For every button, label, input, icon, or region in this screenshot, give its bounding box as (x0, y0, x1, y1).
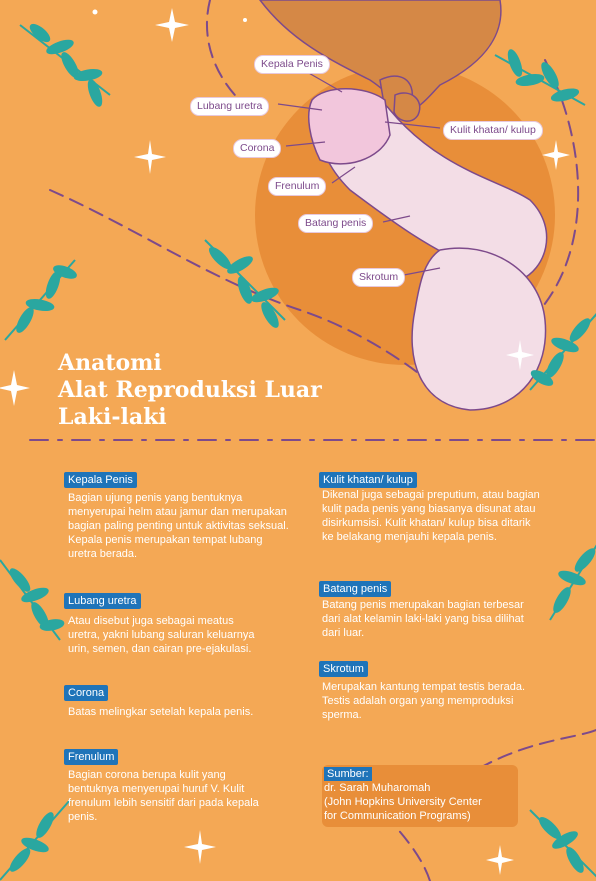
sparkle-6 (184, 830, 216, 864)
section-body-lubang-uretra: Atau disebut juga sebagai meatus uretra, yakni lubang saluran keluarnya urin, semen, dan cairan pre-ejakulasi. (68, 615, 255, 655)
sparkle-1 (155, 8, 189, 42)
section-body-kulit-khatan: Dikenal juga sebagai preputium, atau bagian kulit pada penis yang biasanya disunat atau disirkumsisi. Kulit khatan/ kulup bisa ditarik ke belakang menjauhi kepala penis. (322, 489, 540, 543)
leaf-cluster-left (5, 260, 78, 340)
section-body-batang-penis: Batang penis merupakan bagian terbesar dari alat kelamin laki-laki yang bisa dilihat dari luar. (322, 599, 524, 639)
diagram-label-batang-penis: Batang penis (298, 214, 373, 233)
section-heading-frenulum: Frenulum (64, 749, 118, 765)
leaf-cluster-bottom-left (0, 560, 65, 640)
source-line-2: (John Hopkins University Center (324, 796, 482, 808)
leaf-cluster-bottom-left-2 (0, 800, 70, 880)
section-body-frenulum: Bagian corona berupa kulit yang bentuknya menyerupai huruf V. Kulit frenulum lebih sensitif dari pada kepala penis. (68, 769, 259, 823)
section-body-skrotum: Merupakan kantung tempat testis berada. Testis adalah organ yang memproduksi sperma. (322, 681, 526, 721)
diagram-label-corona: Corona (233, 139, 281, 158)
finger-2 (394, 93, 420, 121)
section-heading-skrotum: Skrotum (319, 661, 368, 677)
sparkle-3 (0, 370, 30, 406)
diagram-label-kulit-khatan: Kulit khatan/ kulup (443, 121, 543, 140)
diagram-label-kepala-penis: Kepala Penis (254, 55, 330, 74)
dot-1 (93, 10, 98, 15)
section-body-corona: Batas melingkar setelah kepala penis. (68, 706, 254, 718)
diagram-label-frenulum: Frenulum (268, 177, 326, 196)
source-heading: Sumber: (324, 767, 372, 781)
leaf-cluster-bottom-right (550, 540, 596, 620)
section-heading-batang-penis: Batang penis (319, 581, 391, 597)
title-line-1: Anatomi (58, 350, 162, 376)
section-heading-kulit-khatan: Kulit khatan/ kulup (319, 472, 417, 488)
section-heading-corona: Corona (64, 685, 108, 701)
diagram-label-skrotum: Skrotum (352, 268, 405, 287)
title-line-3: Laki-laki (58, 404, 167, 430)
source-line-3: for Communication Programs) (324, 810, 471, 822)
diagram-label-lubang-uretra: Lubang uretra (190, 97, 269, 116)
section-heading-kepala-penis: Kepala Penis (64, 472, 137, 488)
source-line-1: dr. Sarah Muharomah (324, 782, 431, 794)
section-body-kepala-penis: Bagian ujung penis yang bentuknya menyerupai helm atau jamur dan merupakan bagian paling penting untuk aktivitas seksual. Kepala penis merupakan tempat lubang uretra berada. (68, 492, 289, 560)
page-title (58, 350, 322, 431)
title-line-2: Alat Reproduksi Luar (58, 377, 322, 403)
source-body (324, 781, 518, 823)
leaf-cluster-bottom-right-2 (530, 810, 596, 880)
leaf-cluster-top-left (20, 21, 110, 107)
sparkle-7 (486, 845, 514, 875)
section-heading-lubang-uretra: Lubang uretra (64, 593, 141, 609)
leaf-cluster-top-right (495, 48, 585, 105)
sparkle-2 (134, 140, 166, 174)
dot-2 (243, 18, 247, 22)
